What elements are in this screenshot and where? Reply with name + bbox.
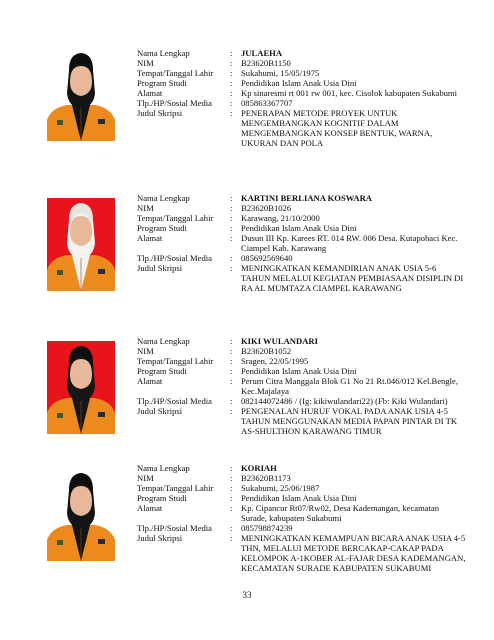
name-value: KIKI WULANDARI bbox=[241, 336, 318, 346]
colon-separator: : bbox=[230, 463, 233, 473]
phone-value: 085692569640 bbox=[241, 253, 293, 263]
colon-separator: : bbox=[230, 533, 233, 543]
student-photo bbox=[47, 468, 115, 561]
colon-separator: : bbox=[230, 203, 233, 213]
colon-separator: : bbox=[230, 473, 233, 483]
birth-label: Tempat/Tanggal Lahir bbox=[137, 213, 214, 223]
name-value: JULAEHA bbox=[241, 48, 283, 58]
name-row bbox=[137, 463, 467, 473]
birth-value: Karawang, 21/10/2000 bbox=[241, 213, 320, 223]
thesis-label: Judul Skripsi bbox=[137, 533, 183, 543]
address-label: Alamat bbox=[137, 376, 163, 386]
nim-row bbox=[137, 346, 467, 356]
phone-row bbox=[137, 253, 467, 263]
student-fields bbox=[137, 48, 467, 148]
program-label: Program Studi bbox=[137, 366, 187, 376]
colon-separator: : bbox=[230, 356, 233, 366]
birth-label: Tempat/Tanggal Lahir bbox=[137, 483, 214, 493]
address-label: Alamat bbox=[137, 503, 163, 513]
address-row bbox=[137, 503, 467, 523]
nim-row bbox=[137, 473, 467, 483]
name-row bbox=[137, 336, 467, 346]
phone-row bbox=[137, 523, 467, 533]
colon-separator: : bbox=[230, 58, 233, 68]
program-row bbox=[137, 366, 467, 376]
thesis-row bbox=[137, 263, 467, 293]
phone-row bbox=[137, 98, 467, 108]
student-photo bbox=[47, 341, 115, 434]
thesis-label: Judul Skripsi bbox=[137, 406, 183, 416]
address-value: Perum Citra Manggala Blok G1 No 21 Rt.046/012 Kel.Bengle, Kec.Majalaya bbox=[241, 376, 458, 396]
address-value: Kp sinaresmi rt 001 rw 001, kec. Cisolok kabupaten Sukabumi bbox=[241, 88, 458, 98]
program-row bbox=[137, 78, 467, 88]
phone-value: 082144072486 / (Ig: kikiwulandari22) (Fb: Kiki Wulandari) bbox=[241, 396, 448, 406]
name-value: KARTINI BERLIANA KOSWARA bbox=[241, 193, 373, 203]
nim-value: B23620B1173 bbox=[241, 473, 291, 483]
colon-separator: : bbox=[230, 88, 233, 98]
name-label: Nama Lengkap bbox=[137, 48, 190, 58]
thesis-row bbox=[137, 108, 467, 148]
name-label: Nama Lengkap bbox=[137, 463, 190, 473]
name-label: Nama Lengkap bbox=[137, 336, 190, 346]
colon-separator: : bbox=[230, 366, 233, 376]
colon-separator: : bbox=[230, 493, 233, 503]
name-row bbox=[137, 193, 467, 203]
colon-separator: : bbox=[230, 193, 233, 203]
program-label: Program Studi bbox=[137, 78, 187, 88]
colon-separator: : bbox=[230, 223, 233, 233]
address-row bbox=[137, 233, 467, 253]
colon-separator: : bbox=[230, 233, 233, 243]
birth-value: Sukabumi, 15/05/1975 bbox=[241, 68, 320, 78]
birth-row bbox=[137, 483, 467, 493]
page-number: 33 bbox=[242, 590, 252, 600]
thesis-label: Judul Skripsi bbox=[137, 108, 183, 118]
address-label: Alamat bbox=[137, 88, 163, 98]
colon-separator: : bbox=[230, 98, 233, 108]
phone-label: Tlp./HP/Sosial Media bbox=[137, 98, 212, 108]
colon-separator: : bbox=[230, 253, 233, 263]
colon-separator: : bbox=[230, 346, 233, 356]
colon-separator: : bbox=[230, 523, 233, 533]
name-row bbox=[137, 48, 467, 58]
thesis-row bbox=[137, 406, 467, 436]
thesis-value: PENERAPAN METODE PROYEK UNTUK MENGEMBANGKAN KOGNITIF DALAM MENGEMBANGKAN KONSEP BENTUK, WARNA, UKURAN DAN POLA bbox=[241, 108, 433, 148]
phone-label: Tlp./HP/Sosial Media bbox=[137, 523, 212, 533]
program-value: Pendidikan Islam Anak Usia Dini bbox=[241, 493, 357, 503]
thesis-value: PENGENALAN HURUF VOKAL PADA ANAK USIA 4-5 TAHUN MENGGUNAKAN MEDIA PAPAN PINTAR DI TK AS-SHULTHON KARAWANG TIMUR bbox=[241, 406, 458, 436]
birth-row bbox=[137, 356, 467, 366]
birth-value: Sukabumi, 25/06/1987 bbox=[241, 483, 320, 493]
thesis-label: Judul Skripsi bbox=[137, 263, 183, 273]
name-value: KORIAH bbox=[241, 463, 277, 473]
birth-row bbox=[137, 213, 467, 223]
nim-value: B23620B1052 bbox=[241, 346, 292, 356]
address-value: Dusun III Kp. Karees RT. 014 RW. 006 Desa. Kutapohaci Kec. Ciampel Kab. Karawang bbox=[241, 233, 458, 253]
birth-row bbox=[137, 68, 467, 78]
nim-value: B23620B1026 bbox=[241, 203, 292, 213]
program-label: Program Studi bbox=[137, 493, 187, 503]
student-photo bbox=[47, 48, 115, 141]
nim-row bbox=[137, 203, 467, 213]
program-value: Pendidikan Islam Anak Usia Dini bbox=[241, 223, 357, 233]
program-label: Program Studi bbox=[137, 223, 187, 233]
phone-label: Tlp./HP/Sosial Media bbox=[137, 396, 212, 406]
address-label: Alamat bbox=[137, 233, 163, 243]
thesis-value: MENINGKATKAN KEMAMPUAN BICARA ANAK USIA 4-5 THN, MELALUI METODE BERCAKAP-CAKAP PADA KELOMPOK A-1KOBER AL-FAJAR DESA KADEMANGAN, KECAMATAN SURADE KABUPATEN SUKABUMI bbox=[241, 533, 466, 573]
nim-label: NIM bbox=[137, 346, 154, 356]
program-value: Pendidikan Islam Anak Usia Dini bbox=[241, 366, 357, 376]
colon-separator: : bbox=[230, 68, 233, 78]
colon-separator: : bbox=[230, 336, 233, 346]
phone-label: Tlp./HP/Sosial Media bbox=[137, 253, 212, 263]
colon-separator: : bbox=[230, 503, 233, 513]
address-row bbox=[137, 376, 467, 396]
student-photo bbox=[47, 198, 115, 291]
student-fields bbox=[137, 336, 467, 436]
birth-label: Tempat/Tanggal Lahir bbox=[137, 68, 214, 78]
colon-separator: : bbox=[230, 406, 233, 416]
address-value: Kp. Cipancur Rt07/Rw02, Desa Kademangan, kecamatan Surade, kabupaten Sukabumi bbox=[241, 503, 440, 523]
phone-row bbox=[137, 396, 467, 406]
address-row bbox=[137, 88, 467, 98]
colon-separator: : bbox=[230, 78, 233, 88]
name-label: Nama Lengkap bbox=[137, 193, 190, 203]
colon-separator: : bbox=[230, 376, 233, 386]
nim-value: B23620B1150 bbox=[241, 58, 291, 68]
phone-value: 085798874239 bbox=[241, 523, 293, 533]
program-row bbox=[137, 223, 467, 233]
nim-label: NIM bbox=[137, 58, 154, 68]
colon-separator: : bbox=[230, 396, 233, 406]
thesis-value: MENINGKATKAN KEMANDIRIAN ANAK USIA 5-6 TAHUN MELALUI KEGIATAN PEMBIASAAN DISIPLIN DI RA AL MUMTAZA CIAMPEL KARAWANG bbox=[241, 263, 464, 293]
nim-label: NIM bbox=[137, 473, 154, 483]
phone-value: 085863367707 bbox=[241, 98, 293, 108]
nim-row bbox=[137, 58, 467, 68]
colon-separator: : bbox=[230, 263, 233, 273]
birth-label: Tempat/Tanggal Lahir bbox=[137, 356, 214, 366]
program-row bbox=[137, 493, 467, 503]
student-fields bbox=[137, 193, 467, 293]
thesis-row bbox=[137, 533, 467, 573]
nim-label: NIM bbox=[137, 203, 154, 213]
colon-separator: : bbox=[230, 108, 233, 118]
program-value: Pendidikan Islam Anak Usia Dini bbox=[241, 78, 357, 88]
colon-separator: : bbox=[230, 483, 233, 493]
birth-value: Sragen, 22/05/1995 bbox=[241, 356, 309, 366]
colon-separator: : bbox=[230, 213, 233, 223]
colon-separator: : bbox=[230, 48, 233, 58]
student-fields bbox=[137, 463, 467, 573]
